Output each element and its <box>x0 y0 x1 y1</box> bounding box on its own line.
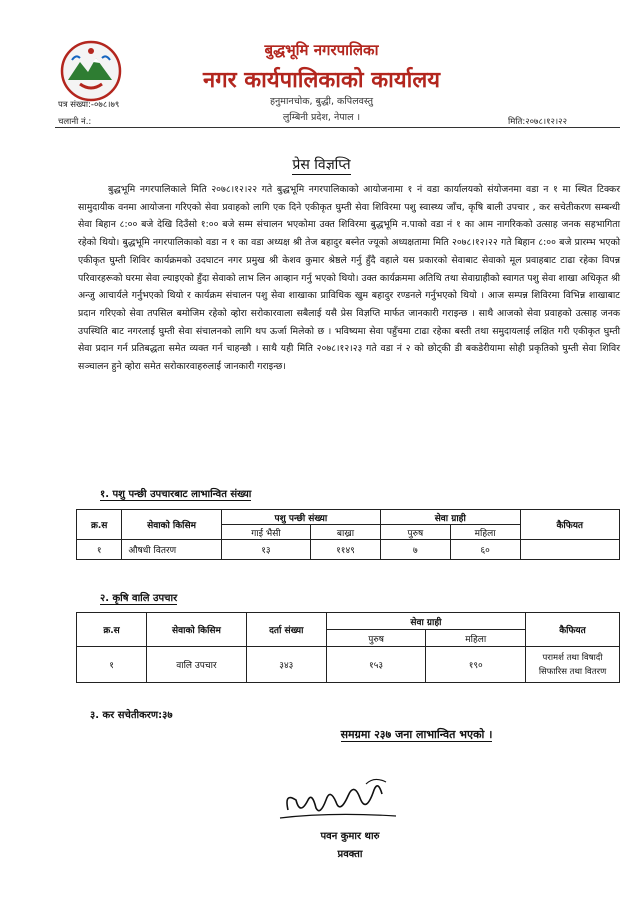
dispatch-number: चलानी नं.: <box>58 117 92 127</box>
body-paragraph: बुद्धभूमि नगरपालिकाले मिति २०७८।१२।२२ गते बुद्धभूमि नगरपालिकाको आयोजनामा १ नं वडा कार्यालयको संयोजनमा वडा न १ मा स्थित टिक्कर सामुदायीक वनमा आयोजना गरिएको सेवा प्रवाहको लागि एक दिने एकीकृत घुम्ती सेवा शिविरमा पशु स्वास्थ्य जाँच, कृषि बाली उपचार , कर सचेतीकरण सम्बन्धी सेवा बिहान ८:०० बजे देखि दिउँसो १:०० बजे सम्म संचालन भएकोमा उक्त शिविरमा बुद्धभूमि न.पाको वडा नं १ का आम नागरिकको उत्साह जनक सहभागिता रहेको थियो। बुद्धभूमि नगरपालिकाको वडा न १ का वडा अध्यक्ष श्री तेज बहादुर बस्नेत ज्यूको अध्यक्षतामा मिति २०७८।१२।२२ गते बिहान ८:०० बजे प्रारम्भ भएको एकीकृत घुम्ती शिविर कार्यक्रमको उदघाटन नगर प्रमुख श्री केशव कुमार श्रेष्ठले गर्नु हुँदै वहाले यस प्रकारको सेवाबाट सेवाको मूल प्रवाहबाट टाढा रहेका विपन्न परिवारहरूको घरमा सेवा ल्याइएको हुँदा सेवाको लाभ लिन आव्हान गर्नु भएको थियो। उक्त कार्यक्रममा अतिथि तथा सेवाग्राहीको स्वागत पशु सेवा शाखा अधिकृत श्री अन्जु आचार्यले गर्नुभएको थियो र कार्यक्रम संचालन पशु सेवा शाखाका प्राविधिक खुम बहादुर रण्डनले गर्नुभएको थियो । आज सम्पन्न शिविरमा विभिन्न शाखाबाट प्रदान गरिएको सेवा तपसिल बमोजिम रहेको व्होरा सरोकारवाला सबैलाई यसै प्रेस विज्ञप्ति मार्फत जानकारी गराइन्छ । साथै आजको सेवा प्रवाहको उत्साह जनक उपस्थिति बाट नगरलाई घुम्ती सेवा संचालनको लागि थप ऊर्जा मिलेको छ । भविष्यमा सेवा पहुँचमा टाढा रहेका बस्ती तथा समुदायलाई लक्षित गरी एकीकृत घुम्ती सेवा प्रदान गर्न प्रतिबद्धता समेत व्यक्त गर्न चाहन्छौ । साथै यही मिति २०७८।१२।२३ गते वडा नं २ को छोट्की डी बकडेरीयामा सोही प्रकृतिको घुम्ती सेवा शिविर सञ्चालन हुने व्होरा समेत सरोकारवाहरुलाई जानकारी गराइन्छ। <box>78 184 620 373</box>
document-title: प्रेस विज्ञप्ति <box>292 157 351 173</box>
col-cattle: गाई भैसी <box>221 525 310 540</box>
municipality-name: बुद्धभूमि नगरपालिका <box>264 41 379 59</box>
handwritten-signature <box>270 770 410 830</box>
col-female: महिला <box>450 525 520 540</box>
livestock-table <box>76 509 620 560</box>
address-line-2: लुम्बिनी प्रदेश, नेपाल । <box>282 112 361 123</box>
col-service: सेवाको किसिम <box>147 613 247 647</box>
press-release-body <box>78 181 620 376</box>
col-remarks: कैफियत <box>526 613 620 647</box>
col-male: पुरुष <box>326 630 426 647</box>
col-sn: क्र.स <box>77 613 147 647</box>
col-recipients: सेवा ग्राही <box>326 613 525 630</box>
section2-heading: २. कृषि वालि उपचार <box>100 593 178 604</box>
section3-heading: ३. कर सचेतीकरण:३७ <box>90 710 173 721</box>
col-animals: पशु पन्छी संख्या <box>221 510 380 525</box>
col-registered: दर्ता संख्या <box>246 613 326 647</box>
address-line-1: हनुमानचोक, बुद्धी, कपिलवस्तु <box>269 96 374 107</box>
letter-date: मिति:२०७८।१२।२२ <box>508 117 567 127</box>
table-row: १ वालि उपचार ३४३ १५३ १९० परामर्श तथा विषादी सिफारिस तथा वितरण <box>77 647 620 683</box>
col-recipients: सेवा ग्राही <box>380 510 520 525</box>
letter-number: पत्र संख्या:-०७८।७९ <box>58 100 120 110</box>
section1-heading: १. पशु पन्छी उपचारबाट लाभान्वित संख्या <box>100 489 252 500</box>
col-service: सेवाको किसिम <box>122 510 221 540</box>
col-female: महिला <box>426 630 526 647</box>
col-sn: क्र.स <box>77 510 122 540</box>
table-row: १ औषधी वितरण १३ ११४९ ७ ६० <box>77 540 620 560</box>
signatory-name: पवन कुमार थारु <box>320 831 380 842</box>
col-goat: बाख्रा <box>311 525 381 540</box>
crop-table <box>76 612 620 683</box>
header-divider <box>55 127 620 128</box>
col-remarks: कैफियत <box>520 510 619 540</box>
office-name: नगर कार्यपालिकाको कार्यालय <box>203 68 440 93</box>
total-beneficiaries: समग्रमा २३७ जना लाभान्वित भएको । <box>340 728 493 741</box>
col-male: पुरुष <box>380 525 450 540</box>
signatory-role: प्रवक्ता <box>337 849 363 860</box>
